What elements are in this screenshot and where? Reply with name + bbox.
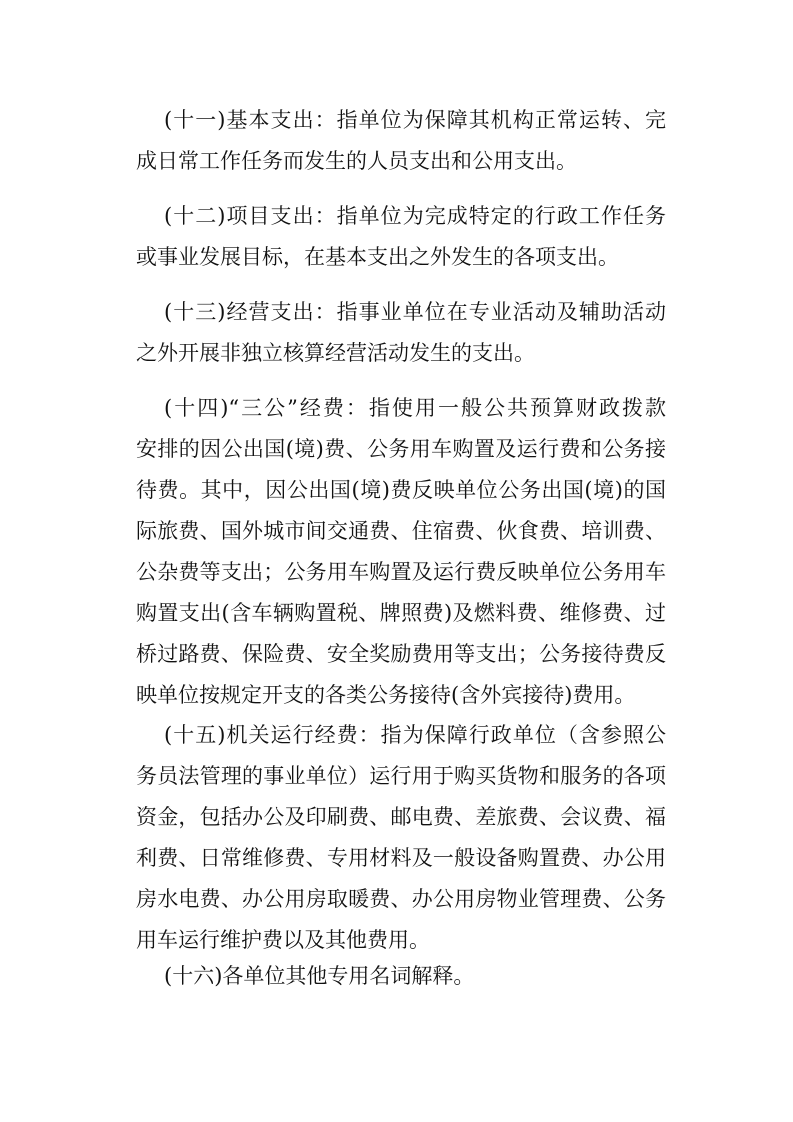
text-line: (十四)“三公”经费：指使用一般公共预算财政拨款 bbox=[164, 396, 666, 420]
text-line: 购置支出(含车辆购置税、牌照费)及燃料费、维修费、过 bbox=[136, 601, 666, 625]
text-line: 或事业发展目标，在基本支出之外发生的各项支出。 bbox=[136, 245, 619, 269]
text-line: 利费、日常维修费、专用材料及一般设备购置费、办公用 bbox=[136, 846, 666, 870]
text-line: 映单位按规定开支的各类公务接待(含外宾接待)费用。 bbox=[136, 683, 636, 707]
text-line: 成日常工作任务而发生的人员支出和公用支出。 bbox=[136, 149, 577, 173]
paragraph-project-expenditure bbox=[136, 196, 666, 278]
paragraph-agency-operating-costs bbox=[136, 715, 666, 961]
text-line: 桥过路费、保险费、安全奖励费用等支出；公务接待费反 bbox=[136, 642, 666, 666]
text-line: 资金，包括办公及印刷费、邮电费、差旅费、会议费、福 bbox=[136, 805, 666, 829]
text-line: (十二)项目支出：指单位为完成特定的行政工作任务 bbox=[164, 204, 666, 228]
text-line: 房水电费、办公用房取暖费、办公用房物业管理费、公务 bbox=[136, 887, 666, 911]
text-line: 际旅费、国外城市间交通费、住宿费、伙食费、培训费、 bbox=[136, 519, 666, 543]
text-line: 之外开展非独立核算经营活动发生的支出。 bbox=[136, 341, 535, 365]
paragraph-operating-expenditure bbox=[136, 292, 666, 374]
text-line: (十五)机关运行经费：指为保障行政单位（含参照公 bbox=[164, 723, 666, 747]
text-line: 安排的因公出国(境)费、公务用车购置及运行费和公务接 bbox=[136, 437, 666, 461]
paragraph-basic-expenditure bbox=[136, 100, 666, 182]
text-line: 务员法管理的事业单位）运行用于购买货物和服务的各项 bbox=[136, 764, 666, 788]
text-line: (十三)经营支出：指事业单位在专业活动及辅助活动 bbox=[164, 300, 666, 324]
paragraph-three-public-expenses bbox=[136, 388, 666, 716]
text-line: (十一)基本支出：指单位为保障其机构正常运转、完 bbox=[164, 108, 666, 132]
text-line: (十六)各单位其他专用名词解释。 bbox=[164, 964, 475, 988]
text-line: 公杂费等支出；公务用车购置及运行费反映单位公务用车 bbox=[136, 560, 666, 584]
text-line: 待费。其中，因公出国(境)费反映单位公务出国(境)的国 bbox=[136, 478, 666, 502]
paragraph-other-terms bbox=[136, 956, 666, 997]
text-line: 用车运行维护费以及其他费用。 bbox=[136, 928, 430, 952]
